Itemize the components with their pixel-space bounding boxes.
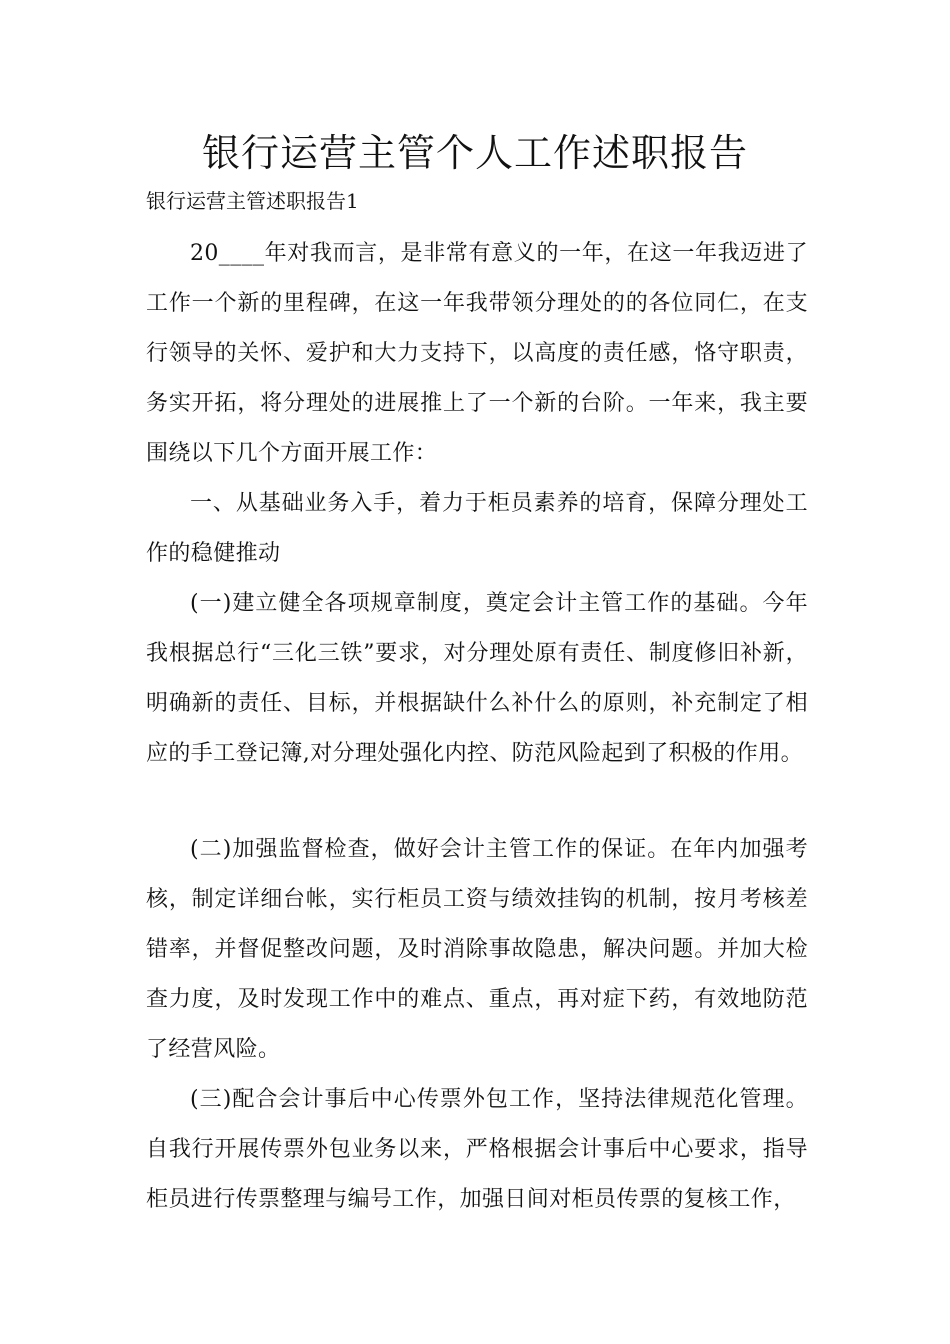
paragraph-intro: 20____年对我而言，是非常有意义的一年，在这一年我迈进了工作一个新的里程碑，在这一年我带领分理处的的各位同仁，在支行领导的关怀、爱护和大力支持下，以高度的责任感，恪守职责，务实开拓，将分理处的进展推上了一个新的台阶。一年来，我主要围绕以下几个方面开展工作： (146, 241, 808, 466)
document-subtitle: 银行运营主管述职报告1 (146, 189, 359, 213)
paragraph-item-3: (三)配合会计事后中心传票外包工作，坚持法律规范化管理。自我行开展传票外包业务以来，严格根据会计事后中心要求，指导柜员进行传票整理与编号工作，加强日间对柜员传票的复核工作， (146, 1087, 808, 1212)
paragraph-item-2: (二)加强监督检查，做好会计主管工作的保证。在年内加强考核，制定详细台帐，实行柜员工资与绩效挂钩的机制，按月考核差错率，并督促整改问题，及时消除事故隐患，解决问题。并加大检查力度，及时发现工作中的难点、重点，再对症下药，有效地防范了经营风险。 (146, 837, 808, 1062)
paragraph-section-heading: 一、从基础业务入手，着力于柜员素养的培育，保障分理处工作的稳健推动 (146, 491, 808, 566)
document-title: 银行运营主管个人工作述职报告 (201, 131, 748, 175)
paragraph-item-1: (一)建立健全各项规章制度，奠定会计主管工作的基础。今年我根据总行“三化三铁”要求，对分理处原有责任、制度修旧补新，明确新的责任、目标，并根据缺什么补什么的原则，补充制定了相应的手工登记簿,对分理处强化内控、防范风险起到了积极的作用。 (146, 591, 808, 766)
